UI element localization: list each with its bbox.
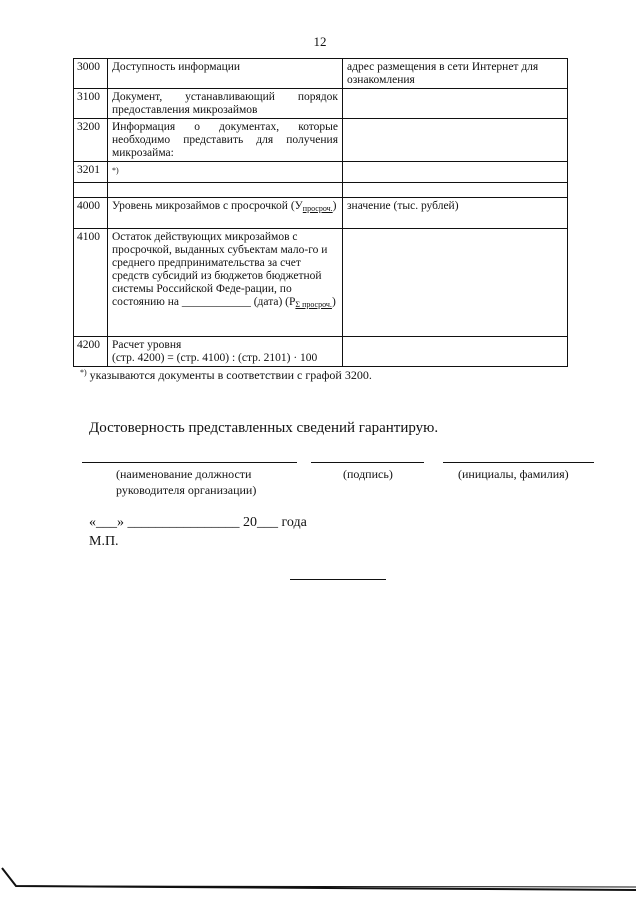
desc-tail: )	[331, 296, 336, 308]
row-description	[108, 162, 343, 183]
position-label-line: руководителя организации)	[116, 483, 257, 497]
end-rule	[290, 579, 386, 580]
row-description: Информация о документах, которые необходимо представить для получения микрозайма:	[108, 119, 343, 162]
footnote	[80, 368, 372, 383]
row-code: 4100	[74, 229, 108, 337]
desc-text: Уровень микрозаймов с просрочкой (У	[112, 200, 303, 212]
table-row	[74, 119, 568, 162]
name-line	[443, 462, 594, 463]
footnote-mark: *)	[112, 166, 119, 175]
row-value	[343, 162, 568, 183]
row-value	[343, 337, 568, 367]
desc-formula: (стр. 4200) = (стр. 4100) : (стр. 2101) · 100	[112, 352, 318, 364]
desc-tail: )	[332, 200, 337, 212]
table-row	[74, 337, 568, 367]
footnote-mark: *)	[80, 368, 87, 377]
stamp-place: М.П.	[89, 534, 119, 549]
row-description: Доступность информации	[108, 59, 343, 89]
row-code	[74, 183, 108, 198]
table-row	[74, 229, 568, 337]
desc-subscript: Σ просроч.	[295, 300, 332, 309]
position-label	[116, 466, 256, 498]
info-table	[73, 58, 568, 367]
assurance-statement: Достоверность представленных сведений гарантирую.	[89, 420, 439, 436]
row-code: 3100	[74, 89, 108, 119]
row-value	[343, 229, 568, 337]
desc-text: Остаток действующих микрозаймов с просрочкой, выданных субъектам мало-го и среднего предпринимательства за счет средств субсидий из бюджетов бюджетной системы Российской Феде-рации, по состоянию на ____________ (дата) (Р	[112, 231, 328, 308]
row-description	[108, 183, 343, 198]
row-description	[108, 229, 343, 337]
row-value: значение (тыс. рублей)	[343, 198, 568, 229]
name-label: (инициалы, фамилия)	[458, 467, 569, 481]
date-line: «___» ________________ 20___ года	[89, 515, 307, 530]
row-code: 4200	[74, 337, 108, 367]
table-row	[74, 198, 568, 229]
row-code: 4000	[74, 198, 108, 229]
row-value	[343, 119, 568, 162]
desc-subscript: просроч.	[302, 204, 333, 213]
row-description	[108, 198, 343, 229]
signature-label: (подпись)	[343, 467, 393, 481]
row-value	[343, 89, 568, 119]
row-code: 3201	[74, 162, 108, 183]
signature-line	[311, 462, 424, 463]
table-row	[74, 59, 568, 89]
page-number: 12	[313, 34, 327, 49]
row-description	[108, 337, 343, 367]
desc-line: Расчет уровня	[112, 339, 182, 351]
table-row	[74, 89, 568, 119]
row-code: 3000	[74, 59, 108, 89]
row-description: Документ, устанавливающий порядок предоставления микрозаймов	[108, 89, 343, 119]
table-row	[74, 183, 568, 198]
position-label-line: (наименование должности	[116, 467, 252, 481]
table-row	[74, 162, 568, 183]
row-value	[343, 183, 568, 198]
footnote-text: указываются документы в соответствии с графой 3200.	[86, 368, 372, 382]
position-line	[82, 462, 297, 463]
row-value: адрес размещения в сети Интернет для ознакомления	[343, 59, 568, 89]
row-code: 3200	[74, 119, 108, 162]
page-edge-line	[0, 866, 640, 896]
